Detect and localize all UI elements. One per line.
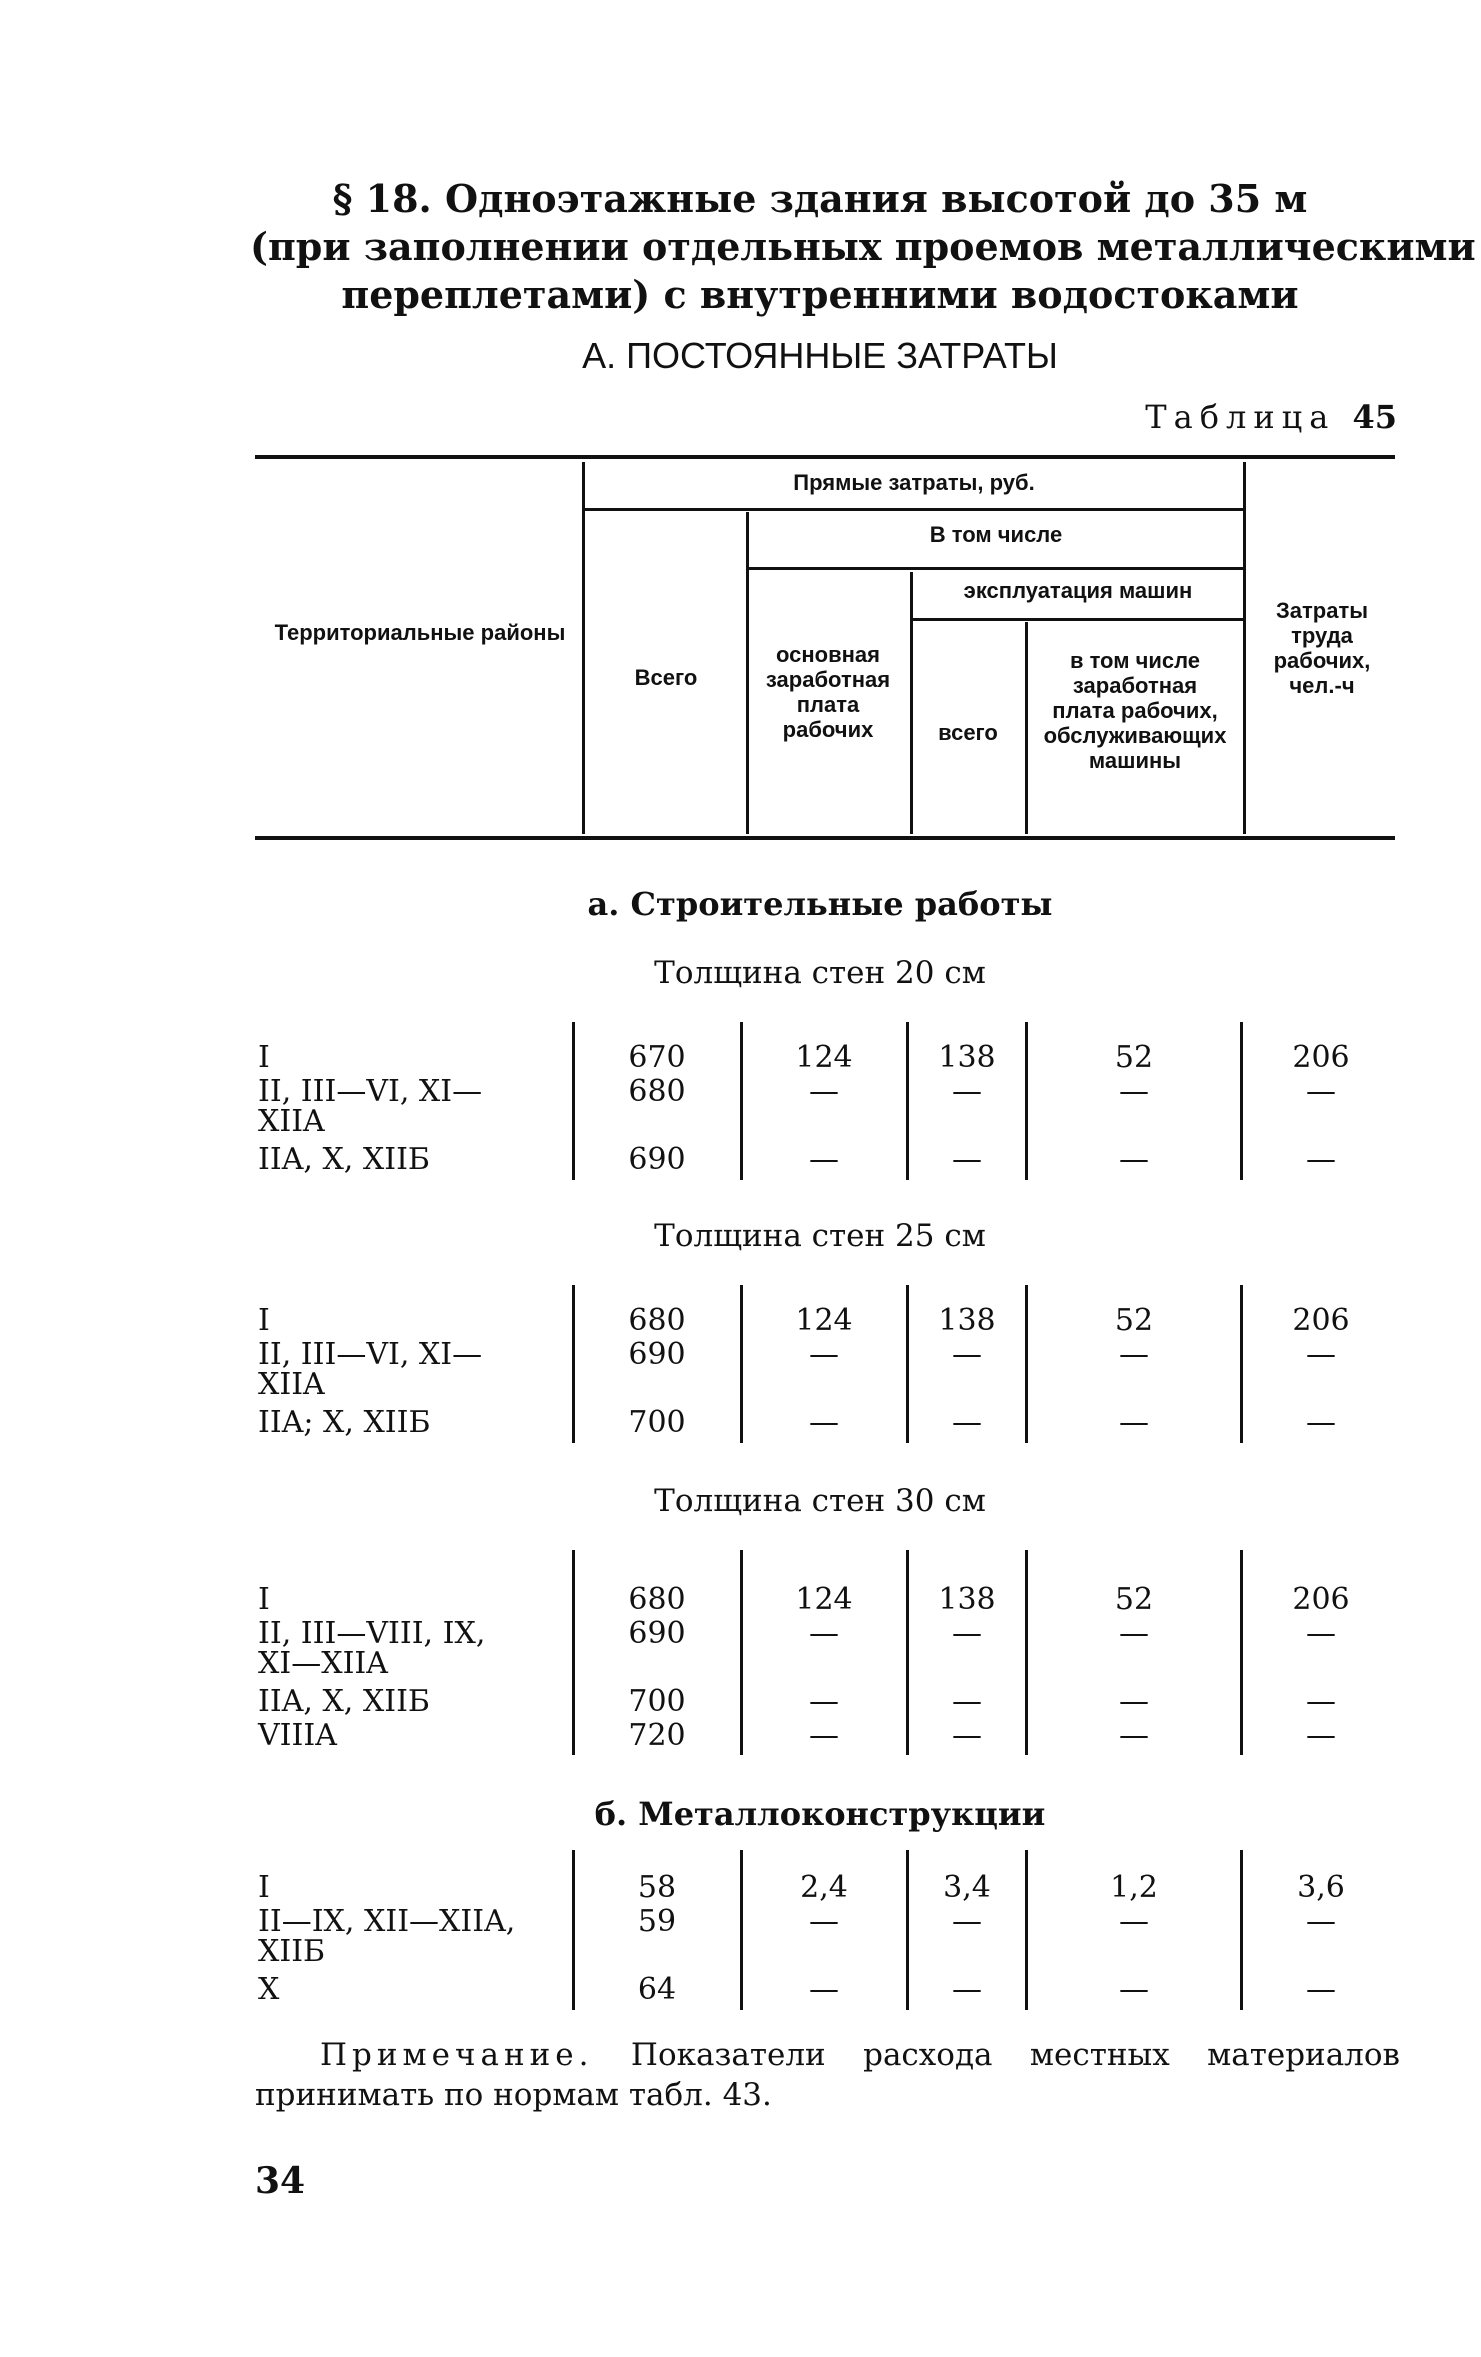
header-including: В том числе [929, 522, 1063, 547]
header-divider [582, 462, 585, 834]
section-title: а. Строительные работы [587, 885, 1053, 923]
total-cell: 700 [628, 1405, 686, 1440]
total-cell: 58 [637, 1870, 677, 1905]
total-cell: 59 [637, 1904, 677, 1939]
table-number: 45 [1352, 398, 1397, 436]
column-divider [1240, 1850, 1243, 2010]
labor-cell: 206 [1292, 1303, 1350, 1338]
machines-total-cell: 3,4 [943, 1870, 991, 1905]
wage-cell: 124 [795, 1582, 853, 1617]
wage-cell: 124 [795, 1303, 853, 1338]
total-cell: 680 [628, 1582, 686, 1617]
machines-wage-cell: — [1119, 1718, 1149, 1753]
region-cell: IIA, X, XIIБ [258, 1142, 430, 1177]
total-cell: 690 [628, 1616, 686, 1651]
heading-line: (при заполнении отдельных проемов металлическими [250, 224, 1476, 269]
wage-cell: — [809, 1972, 839, 2007]
region-cell: I [258, 1040, 270, 1075]
column-divider [740, 1850, 743, 2010]
wage-cell: 2,4 [800, 1870, 848, 1905]
column-divider [740, 1285, 743, 1443]
labor-cell: — [1306, 1337, 1336, 1372]
heading-line: переплетами) с внутренними водостоками [341, 272, 1299, 317]
machines-wage-cell: — [1119, 1972, 1149, 2007]
region-cell: II, III—VIII, IX, XI—XIIA [258, 1616, 486, 1681]
header-regions: Территориальные районы [274, 620, 566, 645]
region-cell: I [258, 1303, 270, 1338]
header-machines: эксплуатация машин [963, 578, 1193, 603]
column-divider [1240, 1550, 1243, 1755]
table-word: Таблица [1145, 398, 1336, 436]
column-divider [572, 1550, 575, 1755]
section-title: б. Металлоконструкции [594, 1795, 1046, 1833]
region-cell: X [258, 1972, 280, 2007]
machines-wage-cell: — [1119, 1405, 1149, 1440]
wage-cell: — [809, 1718, 839, 1753]
table-header-bottom-rule [255, 836, 1395, 840]
wage-cell: — [809, 1142, 839, 1177]
labor-cell: — [1306, 1718, 1336, 1753]
region-cell: II—IX, XII—XIIA, XIIБ [258, 1904, 516, 1969]
header-labor: Затраты труда рабочих, чел.-ч [1273, 598, 1371, 698]
column-divider [1025, 1850, 1028, 2010]
table-top-rule [255, 455, 1395, 459]
total-cell: 690 [628, 1142, 686, 1177]
header-total: Всего [634, 665, 698, 690]
wage-cell: — [809, 1904, 839, 1939]
note-label: Примечание. [320, 2037, 594, 2073]
machines-total-cell: — [952, 1684, 982, 1719]
machines-total-cell: — [952, 1337, 982, 1372]
header-machines-total: всего [938, 720, 998, 745]
labor-cell: — [1306, 1074, 1336, 1109]
column-divider [1025, 1550, 1028, 1755]
wage-cell: — [809, 1405, 839, 1440]
region-cell: II, III—VI, XI— XIIA [258, 1337, 483, 1402]
header-direct-costs: Прямые затраты, руб. [793, 470, 1035, 495]
machines-total-cell: — [952, 1074, 982, 1109]
labor-cell: 206 [1292, 1582, 1350, 1617]
header-divider [1025, 622, 1028, 834]
table-label [1145, 398, 1397, 436]
column-divider [572, 1285, 575, 1443]
section-heading [250, 175, 1476, 319]
labor-cell: — [1306, 1405, 1336, 1440]
labor-cell: — [1306, 1142, 1336, 1177]
heading-subtitle: А. ПОСТОЯННЫЕ ЗАТРАТЫ [582, 335, 1058, 376]
machines-wage-cell: 1,2 [1110, 1870, 1158, 1905]
labor-cell: — [1306, 1972, 1336, 2007]
labor-cell: 3,6 [1297, 1870, 1345, 1905]
column-divider [572, 1850, 575, 2010]
wage-cell: — [809, 1074, 839, 1109]
region-cell: I [258, 1870, 270, 1905]
column-divider [1025, 1285, 1028, 1443]
total-cell: 64 [637, 1972, 677, 2007]
machines-total-cell: — [952, 1904, 982, 1939]
page-number: 34 [255, 2160, 306, 2202]
machines-wage-cell: — [1119, 1074, 1149, 1109]
table-note [255, 2035, 1400, 2115]
total-cell: 680 [628, 1074, 686, 1109]
column-divider [572, 1022, 575, 1180]
column-divider [1240, 1022, 1243, 1180]
machines-wage-cell: — [1119, 1337, 1149, 1372]
region-cell: I [258, 1582, 270, 1617]
region-cell: II, III—VI, XI— XIIA [258, 1074, 483, 1139]
column-divider [740, 1022, 743, 1180]
labor-cell: — [1306, 1684, 1336, 1719]
header-subrule [585, 508, 1243, 511]
column-divider [906, 1850, 909, 2010]
wage-cell: — [809, 1337, 839, 1372]
machines-total-cell: — [952, 1718, 982, 1753]
heading-line: § 18. Одноэтажные здания высотой до 35 м [332, 176, 1308, 221]
header-machines-wage: в том числе заработная плата рабочих, обслуживающих машины [1043, 648, 1227, 773]
labor-cell: 206 [1292, 1040, 1350, 1075]
note-text: Показатели расхода местных материалов принимать по нормам табл. 43. [255, 2037, 1400, 2113]
machines-wage-cell: — [1119, 1616, 1149, 1651]
labor-cell: — [1306, 1616, 1336, 1651]
machines-wage-cell: 52 [1114, 1040, 1154, 1075]
header-subrule [913, 618, 1243, 621]
machines-total-cell: — [952, 1616, 982, 1651]
machines-total-cell: — [952, 1405, 982, 1440]
header-divider [910, 572, 913, 834]
machines-total-cell: — [952, 1972, 982, 2007]
header-base-wage: основная заработная плата рабочих [765, 642, 891, 742]
wall-thickness-title: Толщина стен 25 см [654, 1218, 986, 1254]
labor-cell: — [1306, 1904, 1336, 1939]
wage-cell: 124 [795, 1040, 853, 1075]
column-divider [1025, 1022, 1028, 1180]
wage-cell: — [809, 1616, 839, 1651]
column-divider [1240, 1285, 1243, 1443]
wall-thickness-title: Толщина стен 30 см [654, 1483, 986, 1519]
total-cell: 700 [628, 1684, 686, 1719]
region-cell: VIIIA [258, 1718, 337, 1753]
column-divider [906, 1550, 909, 1755]
machines-total-cell: — [952, 1142, 982, 1177]
region-cell: IIA, X, XIIБ [258, 1684, 430, 1719]
header-subrule [749, 567, 1243, 570]
total-cell: 720 [628, 1718, 686, 1753]
header-divider [746, 512, 749, 834]
column-divider [906, 1022, 909, 1180]
machines-total-cell: 138 [938, 1040, 996, 1075]
header-divider [1243, 462, 1246, 834]
region-cell: IIA; X, XIIБ [258, 1405, 431, 1440]
machines-wage-cell: 52 [1114, 1582, 1154, 1617]
wall-thickness-title: Толщина стен 20 см [654, 955, 986, 991]
machines-total-cell: 138 [938, 1303, 996, 1338]
machines-total-cell: 138 [938, 1582, 996, 1617]
total-cell: 670 [628, 1040, 686, 1075]
total-cell: 680 [628, 1303, 686, 1338]
column-divider [740, 1550, 743, 1755]
machines-wage-cell: 52 [1114, 1303, 1154, 1338]
wage-cell: — [809, 1684, 839, 1719]
machines-wage-cell: — [1119, 1142, 1149, 1177]
machines-wage-cell: — [1119, 1904, 1149, 1939]
machines-wage-cell: — [1119, 1684, 1149, 1719]
total-cell: 690 [628, 1337, 686, 1372]
column-divider [906, 1285, 909, 1443]
